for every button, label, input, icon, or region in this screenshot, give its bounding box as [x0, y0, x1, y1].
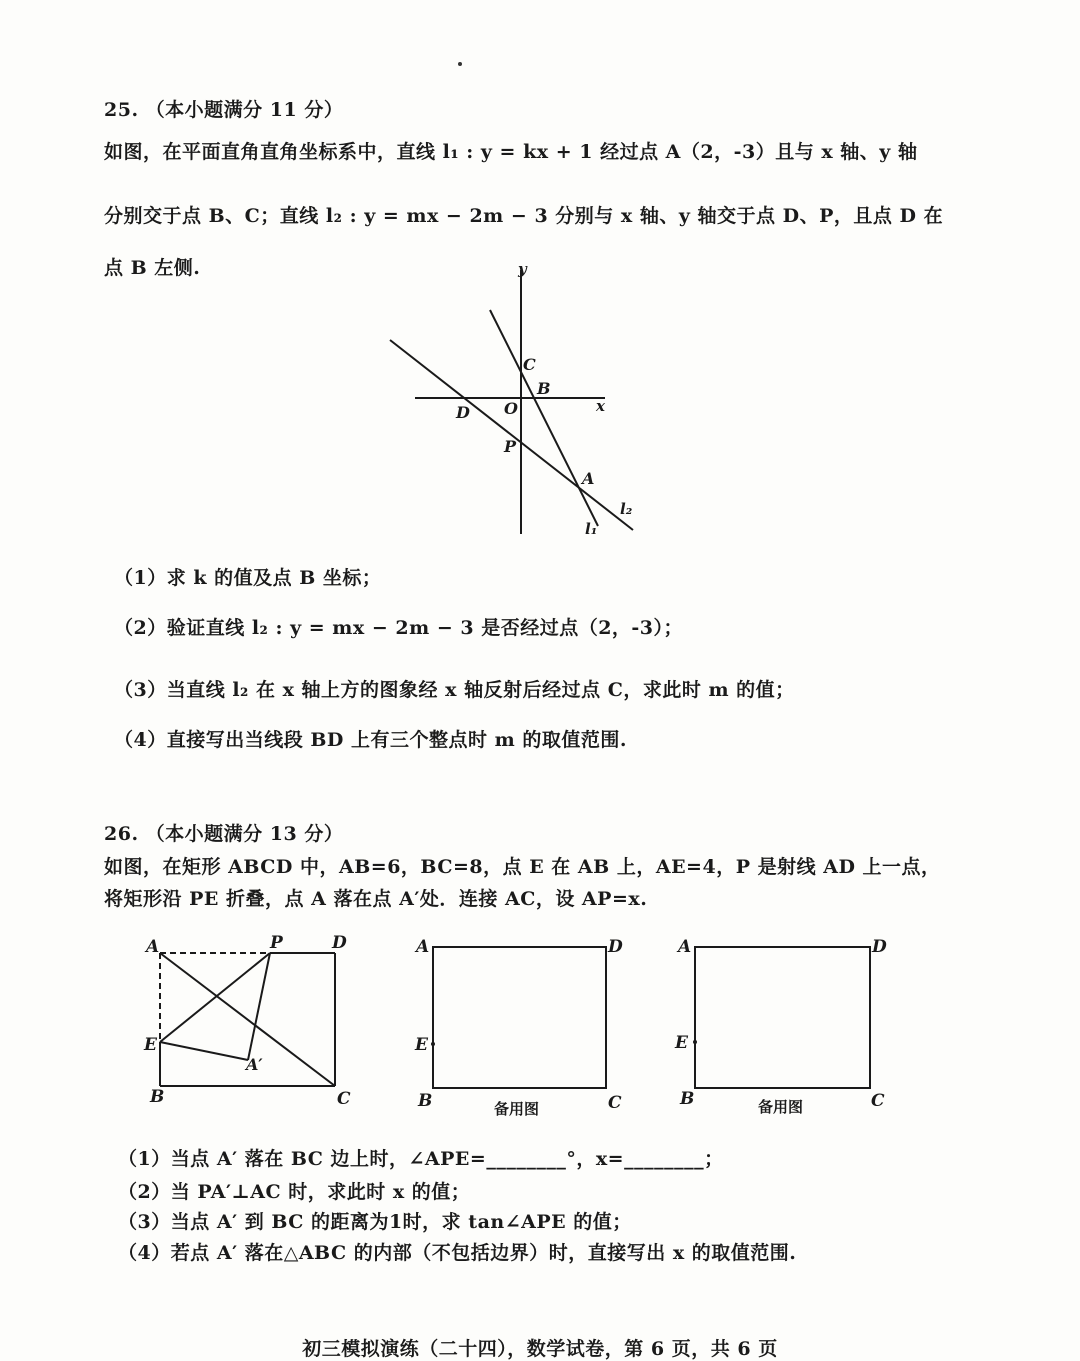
label-l2: l₂ [620, 500, 633, 518]
label-C: C [523, 355, 536, 374]
q25-part2: （2）验证直线 l₂ : y = mx − 2m − 3 是否经过点（2，-3）； [114, 617, 684, 639]
fig3-caption: 备用图 [758, 1098, 804, 1116]
label-B: B [537, 379, 551, 398]
q26-part4: （4）若点 A′ 落在△ABC 的内部（不包括边界）时，直接写出 x 的取值范围. [118, 1242, 797, 1264]
fig2-label-B: B [418, 1091, 433, 1111]
q25-figure [380, 258, 660, 548]
line-l1 [490, 310, 598, 526]
spare2-rect [695, 947, 870, 1088]
fig2-label-E: E [415, 1035, 428, 1055]
q25-stem-line1: 如图，在平面直角直角坐标系中，直线 l₁ : y = kx + 1 经过点 A（2，-3）且与 x 轴、y 轴 [104, 141, 918, 163]
q25-stem-line3: 点 B 左侧. [104, 257, 201, 279]
fig2-label-D: D [608, 937, 623, 957]
q26-stem-line1: 如图，在矩形 ABCD 中，AB=6，BC=8，点 E 在 AB 上，AE=4，P 是射线 AD 上一点， [104, 856, 941, 878]
spare2-point-E [693, 1040, 697, 1044]
q26-stem-line2: 将矩形沿 PE 折叠，点 A 落在点 A′处．连接 AC，设 AP=x. [104, 888, 648, 910]
spare1-point-E [431, 1042, 435, 1046]
q25-part3: （3）当直线 l₂ 在 x 轴上方的图象经 x 轴反射后经过点 C，求此时 m 的值； [114, 679, 795, 701]
q25-part1: （1）求 k 的值及点 B 坐标； [114, 567, 382, 589]
label-A: A [582, 469, 595, 488]
q25-header: 25. （本小题满分 11 分） [104, 99, 344, 121]
fig1-label-P: P [270, 933, 283, 953]
fig3-label-E: E [675, 1033, 688, 1053]
segment-EA-prime [160, 1042, 248, 1060]
fig1-label-B: B [150, 1087, 165, 1107]
q25-stem-line2: 分别交于点 B、C；直线 l₂ : y = mx − 2m − 3 分别与 x 轴、y 轴交于点 D、P，且点 D 在 [104, 205, 944, 227]
q26-figure-spare-1 [410, 928, 640, 1123]
fig1-label-C: C [337, 1089, 351, 1109]
q26-part3: （3）当点 A′ 到 BC 的距离为1时，求 tan∠APE 的值； [118, 1211, 632, 1233]
label-x: x [596, 397, 605, 415]
q26-figure-main [140, 928, 370, 1113]
scan-speck [458, 62, 462, 66]
fig2-label-C: C [608, 1093, 622, 1113]
q26-figure-spare-2 [672, 928, 902, 1123]
fig3-label-D: D [872, 937, 887, 957]
q26-header: 26. （本小题满分 13 分） [104, 823, 344, 845]
label-l1: l₁ [585, 520, 598, 538]
label-O: O [504, 399, 518, 418]
label-y: y [518, 260, 527, 278]
line-l2 [390, 340, 633, 530]
fig1-label-A: A [146, 937, 160, 957]
q26-part1: （1）当点 A′ 落在 BC 边上时，∠APE=________°，x=________； [118, 1148, 724, 1170]
q26-part2: （2）当 PA′⊥AC 时，求此时 x 的值； [118, 1181, 471, 1203]
q25-part4: （4）直接写出当线段 BD 上有三个整点时 m 的取值范围. [114, 729, 627, 751]
label-P: P [504, 437, 517, 456]
fig1-label-A-prime: A′ [246, 1055, 263, 1074]
fig2-caption: 备用图 [494, 1100, 540, 1118]
fig2-label-A: A [416, 937, 430, 957]
label-D: D [456, 403, 470, 422]
fig1-label-E: E [144, 1035, 157, 1055]
fig3-label-A: A [678, 937, 692, 957]
fig1-label-D: D [332, 933, 347, 953]
fig3-label-B: B [680, 1089, 695, 1109]
spare1-rect [433, 947, 606, 1088]
fig3-label-C: C [871, 1091, 885, 1111]
page-footer: 初三模拟演练（二十四），数学试卷，第 6 页，共 6 页 [302, 1338, 778, 1360]
